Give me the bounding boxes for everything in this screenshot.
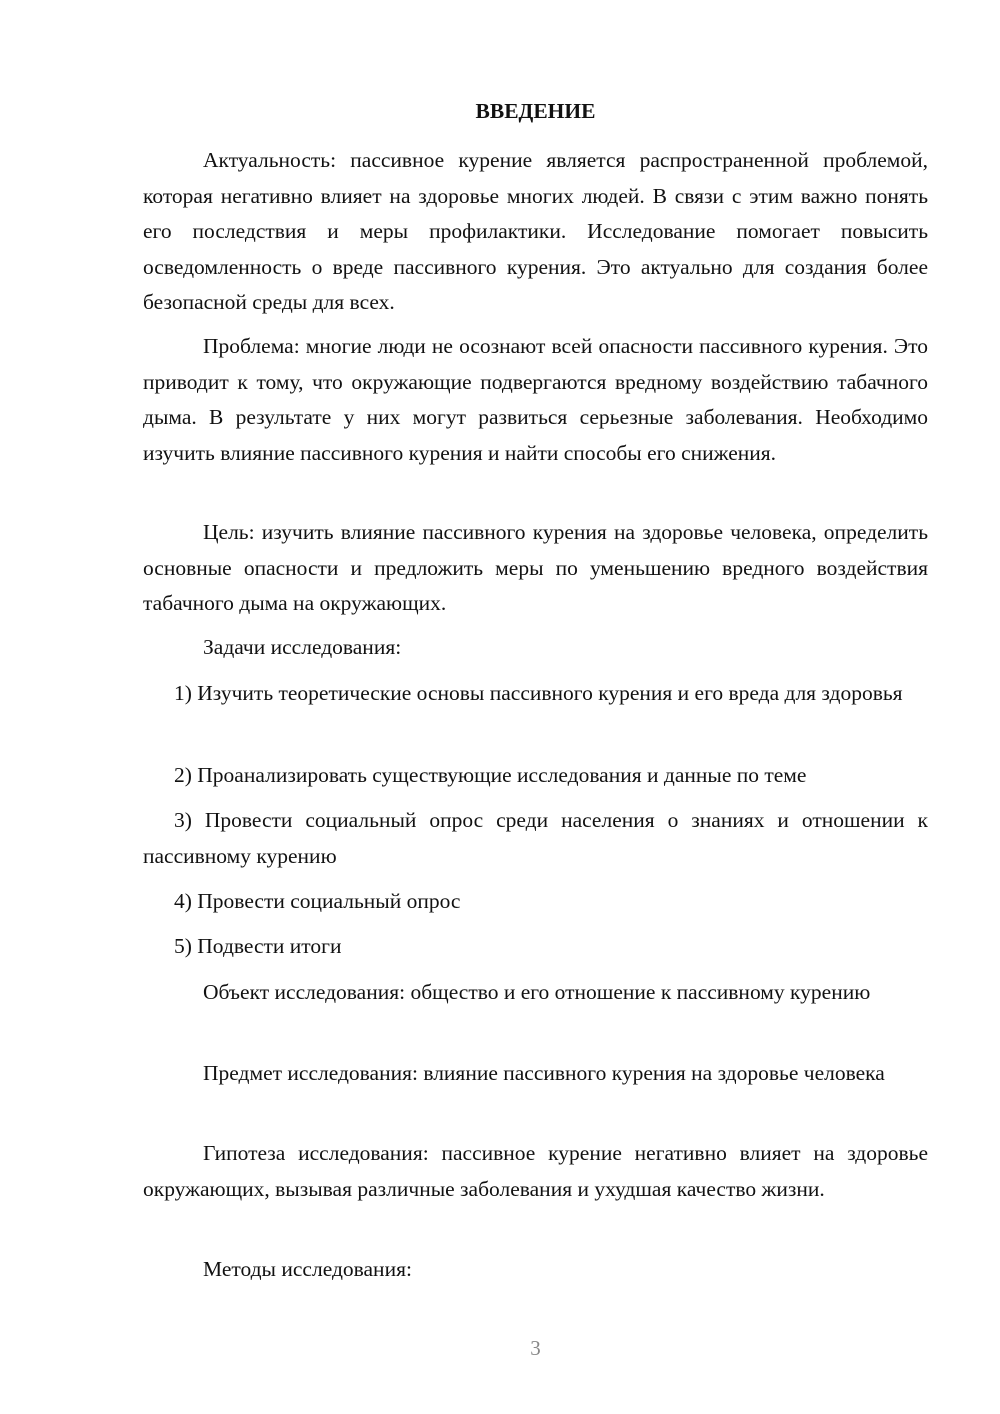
task-item-3: 3) Провести социальный опрос среди населения о знаниях и отношении к пассивному курению bbox=[143, 808, 928, 868]
paragraph-object: Объект исследования: общество и его отношение к пассивному курению bbox=[203, 980, 871, 1004]
task-item-1: 1) Изучить теоретические основы пассивного курения и его вреда для здоровья bbox=[174, 681, 903, 705]
paragraph-problem: Проблема: многие люди не осознают всей опасности пассивного курения. Это приводит к тому, что окружающие подвергаются вредному воздействию табачного дыма. В результате у них могут развиться серьезные заболевания. Необходимо изучить влияние пассивного курения и найти способы его снижения. bbox=[143, 334, 928, 465]
methods-heading: Методы исследования: bbox=[203, 1257, 412, 1281]
paragraph-subject: Предмет исследования: влияние пассивного курения на здоровье человека bbox=[203, 1061, 885, 1085]
document-title: ВВЕДЕНИЕ bbox=[475, 99, 596, 123]
task-item-4: 4) Провести социальный опрос bbox=[174, 889, 461, 913]
tasks-heading: Задачи исследования: bbox=[203, 635, 402, 659]
paragraph-hypothesis: Гипотеза исследования: пассивное курение негативно влияет на здоровье окружающих, вызывая различные заболевания и ухудшая качество жизни. bbox=[143, 1141, 928, 1201]
page-number: 3 bbox=[530, 1336, 541, 1360]
paragraph-goal: Цель: изучить влияние пассивного курения на здоровье человека, определить основные опасности и предложить меры по уменьшению вредного воздействия табачного дыма на окружающих. bbox=[143, 520, 928, 615]
paragraph-relevance: Актуальность: пассивное курение является распространенной проблемой, которая негативно влияет на здоровье многих людей. В связи с этим важно понять его последствия и меры профилактики. Исследование помогает повысить осведомленность о вреде пассивного курения. Это актуально для создания более безопасной среды для всех. bbox=[143, 148, 928, 314]
task-item-5: 5) Подвести итоги bbox=[174, 934, 342, 958]
document-page bbox=[143, 0, 928, 1414]
task-item-2: 2) Проанализировать существующие исследования и данные по теме bbox=[174, 763, 807, 787]
